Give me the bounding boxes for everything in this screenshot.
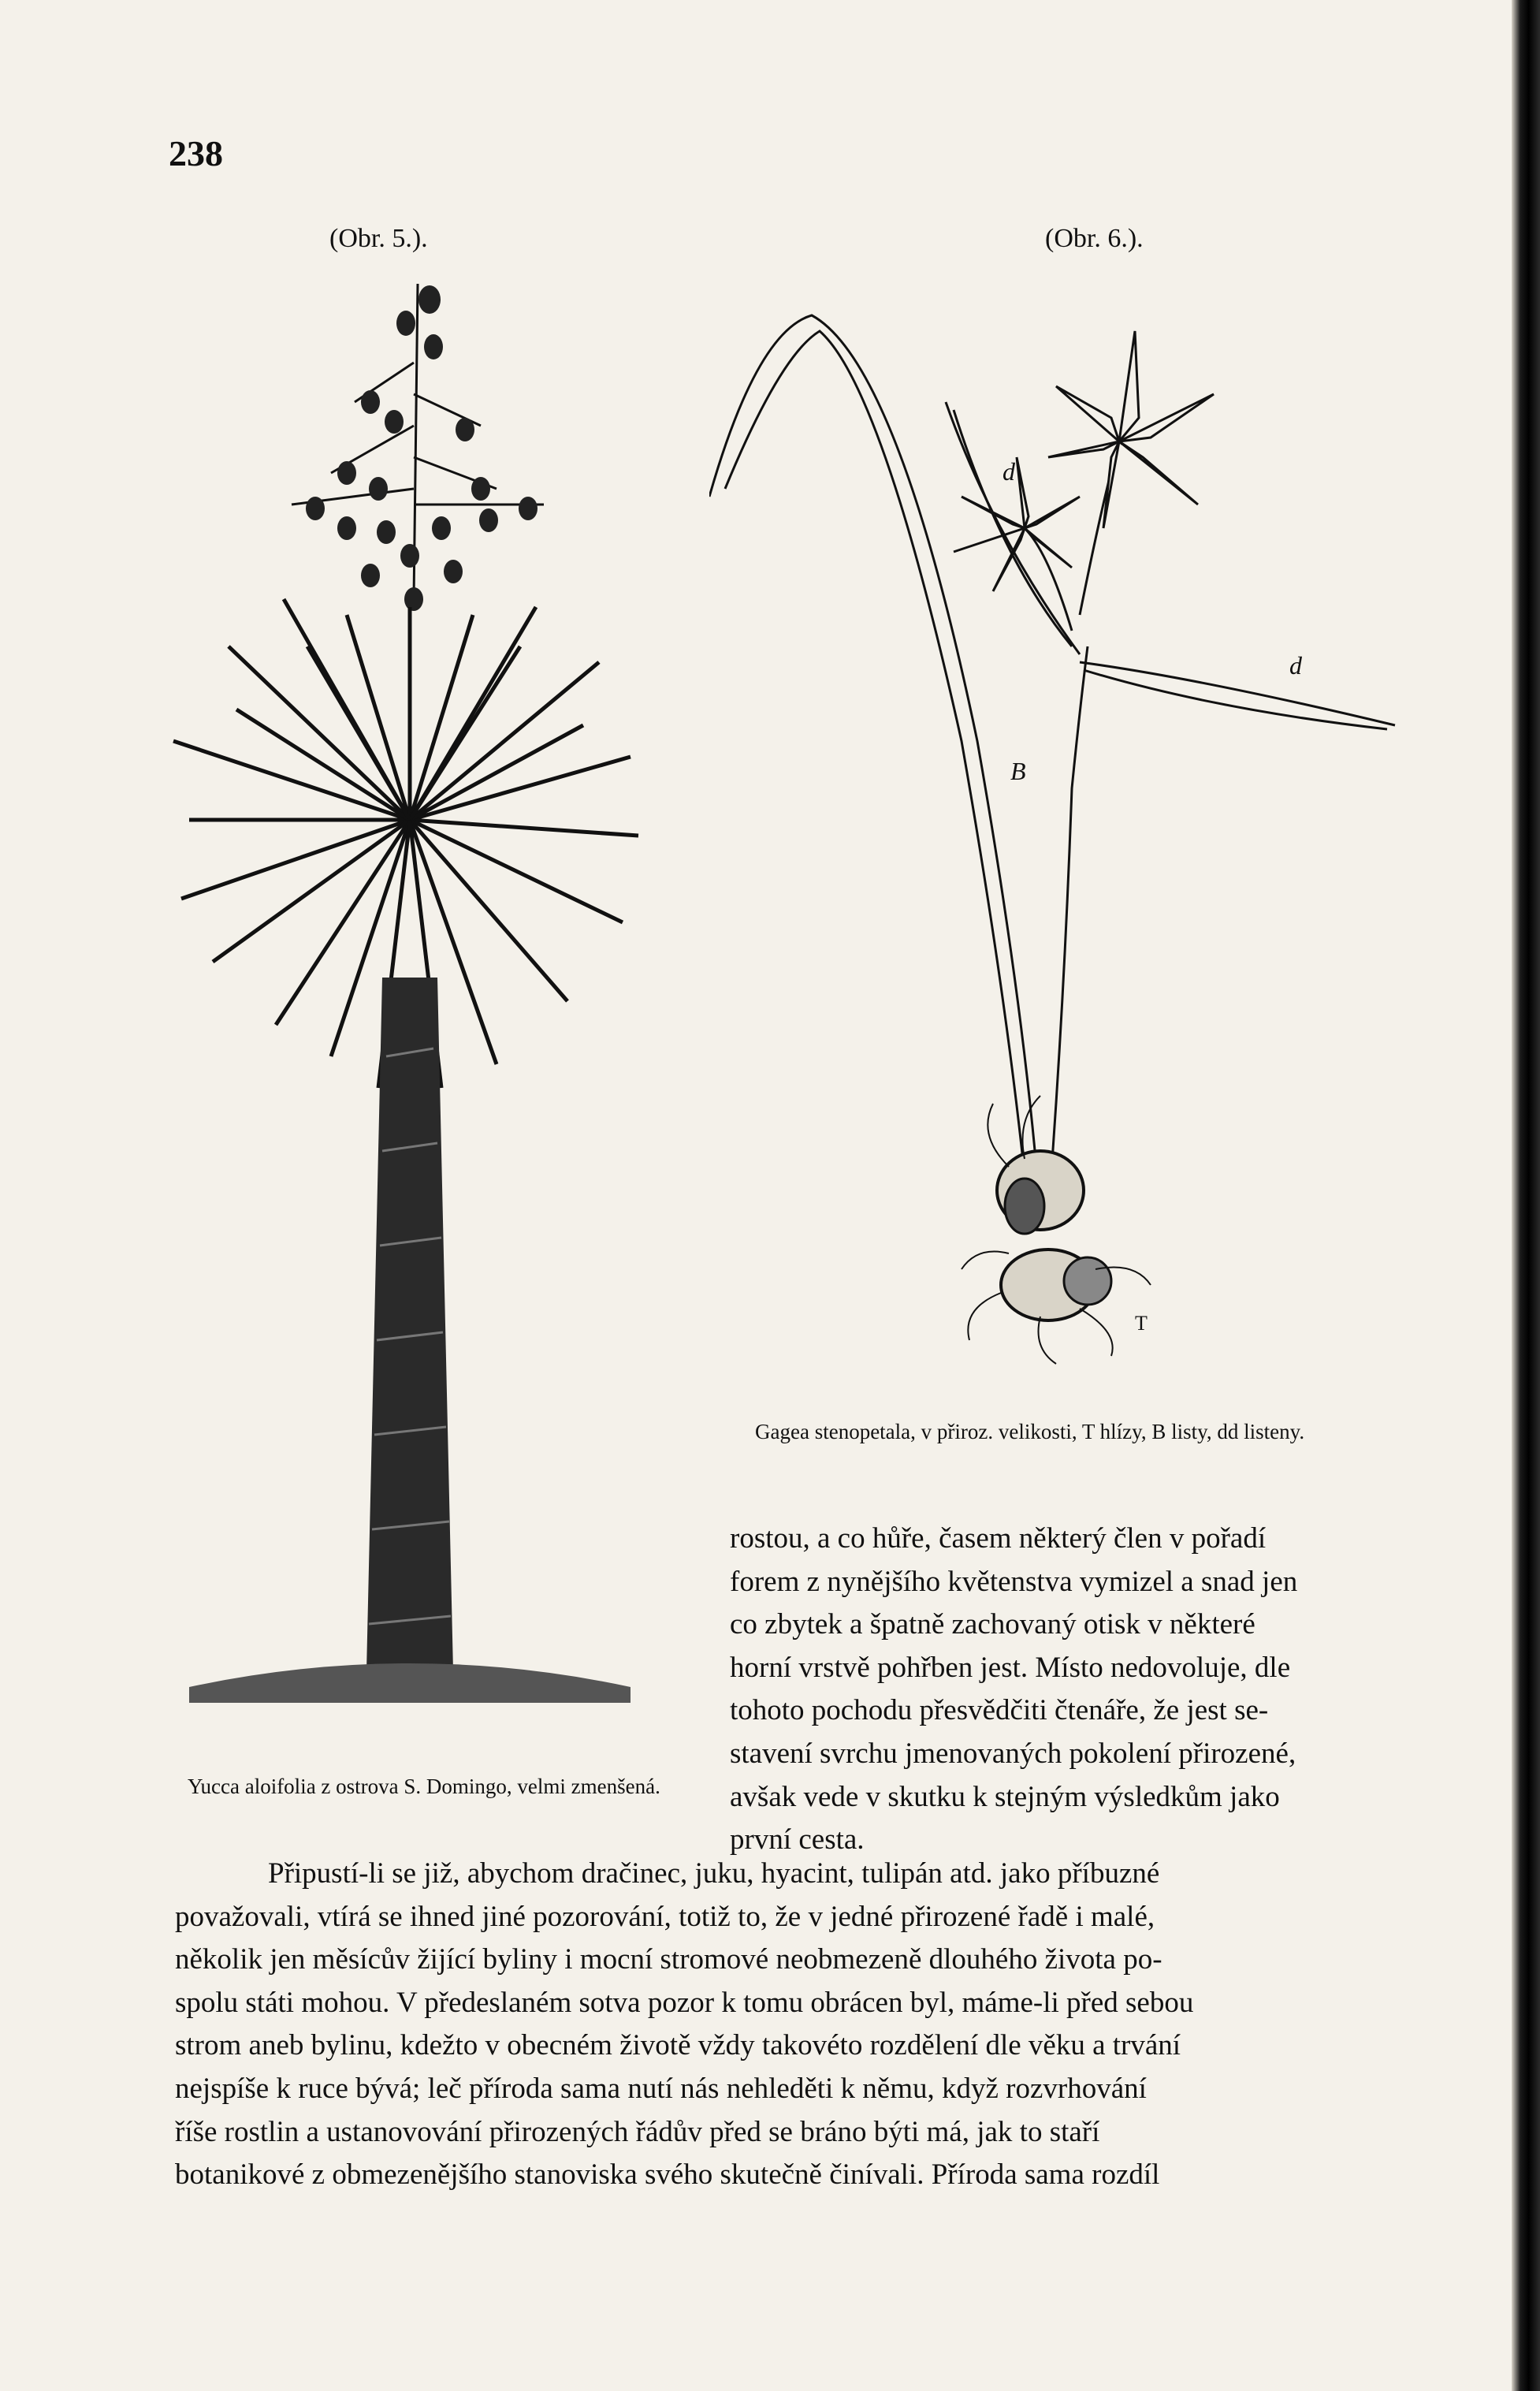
yucca-illustration <box>158 268 662 1734</box>
text-line: horní vrstvě pohřben jest. Místo nedovoluje, dle <box>730 1651 1291 1684</box>
figure-6-caption: Gagea stenopetala, v přiroz. velikosti, T hlízy, B listy, dd listeny. <box>755 1420 1305 1443</box>
figure-6-marker-d-1: d <box>1002 457 1015 486</box>
figure-6-marker-b: B <box>1010 757 1026 785</box>
figure-5-caption: Yucca aloifolia z ostrova S. Domingo, velmi zmenšená. <box>188 1775 660 1798</box>
text-line: stavení svrchu jmenovaných pokolení přirozené, <box>730 1737 1296 1770</box>
text-line: několik jen měsícův žijící byliny i mocní stromové neobmezeně dlouhého života po- <box>175 1943 1162 1976</box>
page-number: 238 <box>169 133 223 173</box>
figure-6-marker-t: T <box>1135 1312 1148 1335</box>
figure-6-marker-d-2: d <box>1289 651 1302 680</box>
text-line: strom aneb bylinu, kdežto v obecném životě vždy takovéto rozdělení dle věku a trvání <box>175 2029 1181 2062</box>
figure-6-label: (Obr. 6.). <box>1045 224 1144 253</box>
text-line: co zbytek a špatně zachovaný otisk v některé <box>730 1608 1255 1641</box>
body-paragraph <box>175 1853 1423 2197</box>
figure-5-label: (Obr. 5.). <box>329 224 428 253</box>
text-line: spolu státi mohou. V předeslaném sotva pozor k tomu obrácen byl, máme-li před sebou <box>175 1986 1194 2019</box>
gagea-illustration <box>709 300 1419 1372</box>
text-line: Připustí-li se již, abychom dračinec, juku, hyacint, tulipán atd. jako příbuzné <box>268 1857 1160 1890</box>
text-line: říše rostlin a ustanovování přirozených řádův před se bráno býti má, jak to staří <box>175 2115 1100 2148</box>
column-paragraph <box>730 1518 1423 1862</box>
text-line: rostou, a co hůře, časem některý člen v pořadí <box>730 1522 1267 1555</box>
text-line: forem z nynějšího květenstva vymizel a snad jen <box>730 1565 1298 1598</box>
text-line: považovali, vtírá se ihned jiné pozorování, totiž to, že v jedné přirozené řadě i malé, <box>175 1900 1155 1933</box>
text-line: avšak vede v skutku k stejným výsledkům jako <box>730 1780 1280 1813</box>
text-line: tohoto pochodu přesvědčiti čtenáře, že jest se- <box>730 1694 1269 1727</box>
text-line: první cesta. <box>730 1823 865 1857</box>
text-line: nejspíše k ruce bývá; leč příroda sama nutí nás nehleděti k němu, když rozvrhování <box>175 2072 1147 2105</box>
text-line: botanikové z obmezenějšího stanoviska svého skutečně činívali. Příroda sama rozdíl <box>175 2158 1160 2192</box>
page-fold-shadow <box>1512 0 1540 2391</box>
